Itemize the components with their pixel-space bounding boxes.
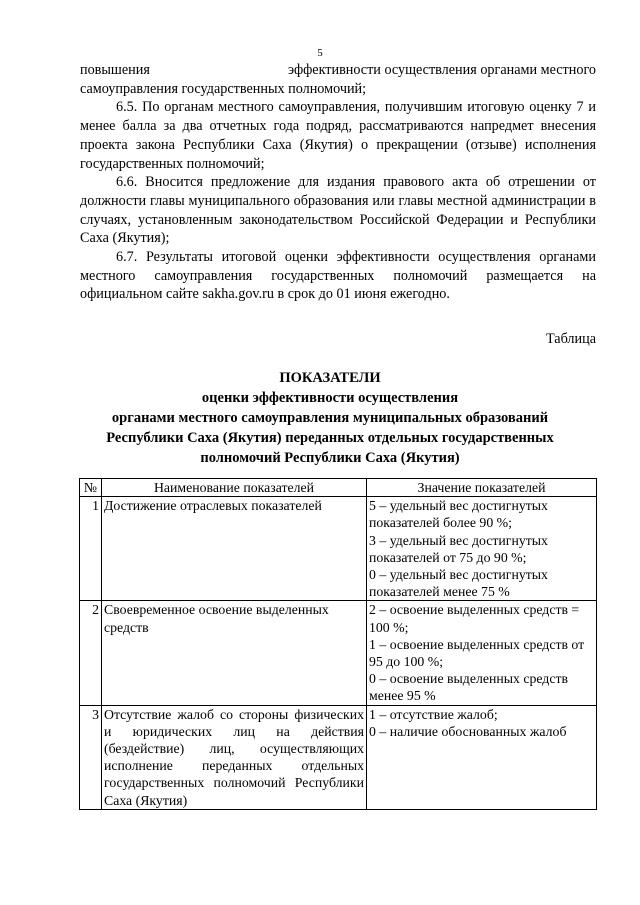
table-header-row [80, 479, 597, 497]
row-name: Достижение отраслевых показателей [102, 497, 367, 601]
heading-line-2: оценки эффективности осуществления [201, 390, 459, 406]
table-heading [0, 368, 640, 468]
value-line: 5 – удельный вес достигнутых показателей более 90 %; [369, 498, 548, 531]
indicators-table [79, 478, 597, 810]
row-values [367, 497, 597, 601]
value-line: 0 – удельный вес достигнутых показателей менее 75 % [369, 567, 548, 600]
table-row [80, 705, 597, 809]
value-line: 2 – освоение выделенных средств = 100 %; [369, 602, 580, 635]
row-num: 1 [80, 497, 102, 601]
body-text [80, 61, 596, 304]
paragraph-6-7: 6.7. Результаты итоговой оценки эффективности осуществления органами местного самоуправления государственных полномочий размещается на официальном сайте sakha.gov.ru в срок до 01 июня ежегодно. [80, 249, 596, 303]
value-line: 1 – отсутствие жалоб; [369, 706, 498, 722]
value-line: 0 – наличие обоснованных жалоб [369, 723, 567, 739]
paragraph-6-5: 6.5. По органам местного самоуправления, получившим итоговую оценку 7 и менее балла за два отчетных года подряд, рассматриваются напредмет внесения проекта закона Республики Саха (Якутия) о прекращении (отзыве) исполнения государственных полномочий; [80, 99, 596, 172]
row-num: 3 [80, 705, 102, 809]
heading-line-3: органами местного самоуправления муниципальных образований [111, 410, 549, 426]
table-label: Таблица [545, 331, 596, 347]
row-values [367, 705, 597, 809]
heading-line-4: Республики Саха (Якутия) переданных отдельных государственных [106, 430, 554, 446]
header-num: № [80, 479, 102, 497]
table-row [80, 601, 597, 705]
row-num: 2 [80, 601, 102, 705]
header-name: Наименование показателей [102, 479, 367, 497]
value-line: 1 – освоение выделенных средств от 95 до 100 %; [369, 636, 585, 670]
row-name: Отсутствие жалоб со стороны физических и юридических лиц на действия (бездействие) лиц, осуществляющих исполнение переданных отдельных государственных полномочий Республики Саха (Якутия) [102, 705, 367, 809]
header-value: Значение показателей [367, 479, 597, 497]
heading-line-5: полномочий Республики Саха (Якутия) [200, 450, 460, 466]
paragraph-6-6: 6.6. Вносится предложение для издания правового акта об отрешении от должности главы муниципального образования или главы местной администрации в случаях, установленным законодательством Российской Федерации и Республики Саха (Якутия); [80, 174, 596, 247]
page-number: 5 [317, 47, 323, 59]
heading-line-1: ПОКАЗАТЕЛИ [279, 370, 381, 386]
paragraph-intro: повышения эффективности осуществления органами местного самоуправления государственных полномочий; [80, 62, 596, 97]
table-row [80, 497, 597, 601]
value-line: 0 – освоение выделенных средств менее 95 % [369, 671, 568, 704]
row-values [367, 601, 597, 705]
value-line: 3 – удельный вес достигнутых показателей от 75 до 90 %; [369, 532, 548, 565]
row-name: Своевременное освоение выделенных средств [102, 601, 367, 705]
